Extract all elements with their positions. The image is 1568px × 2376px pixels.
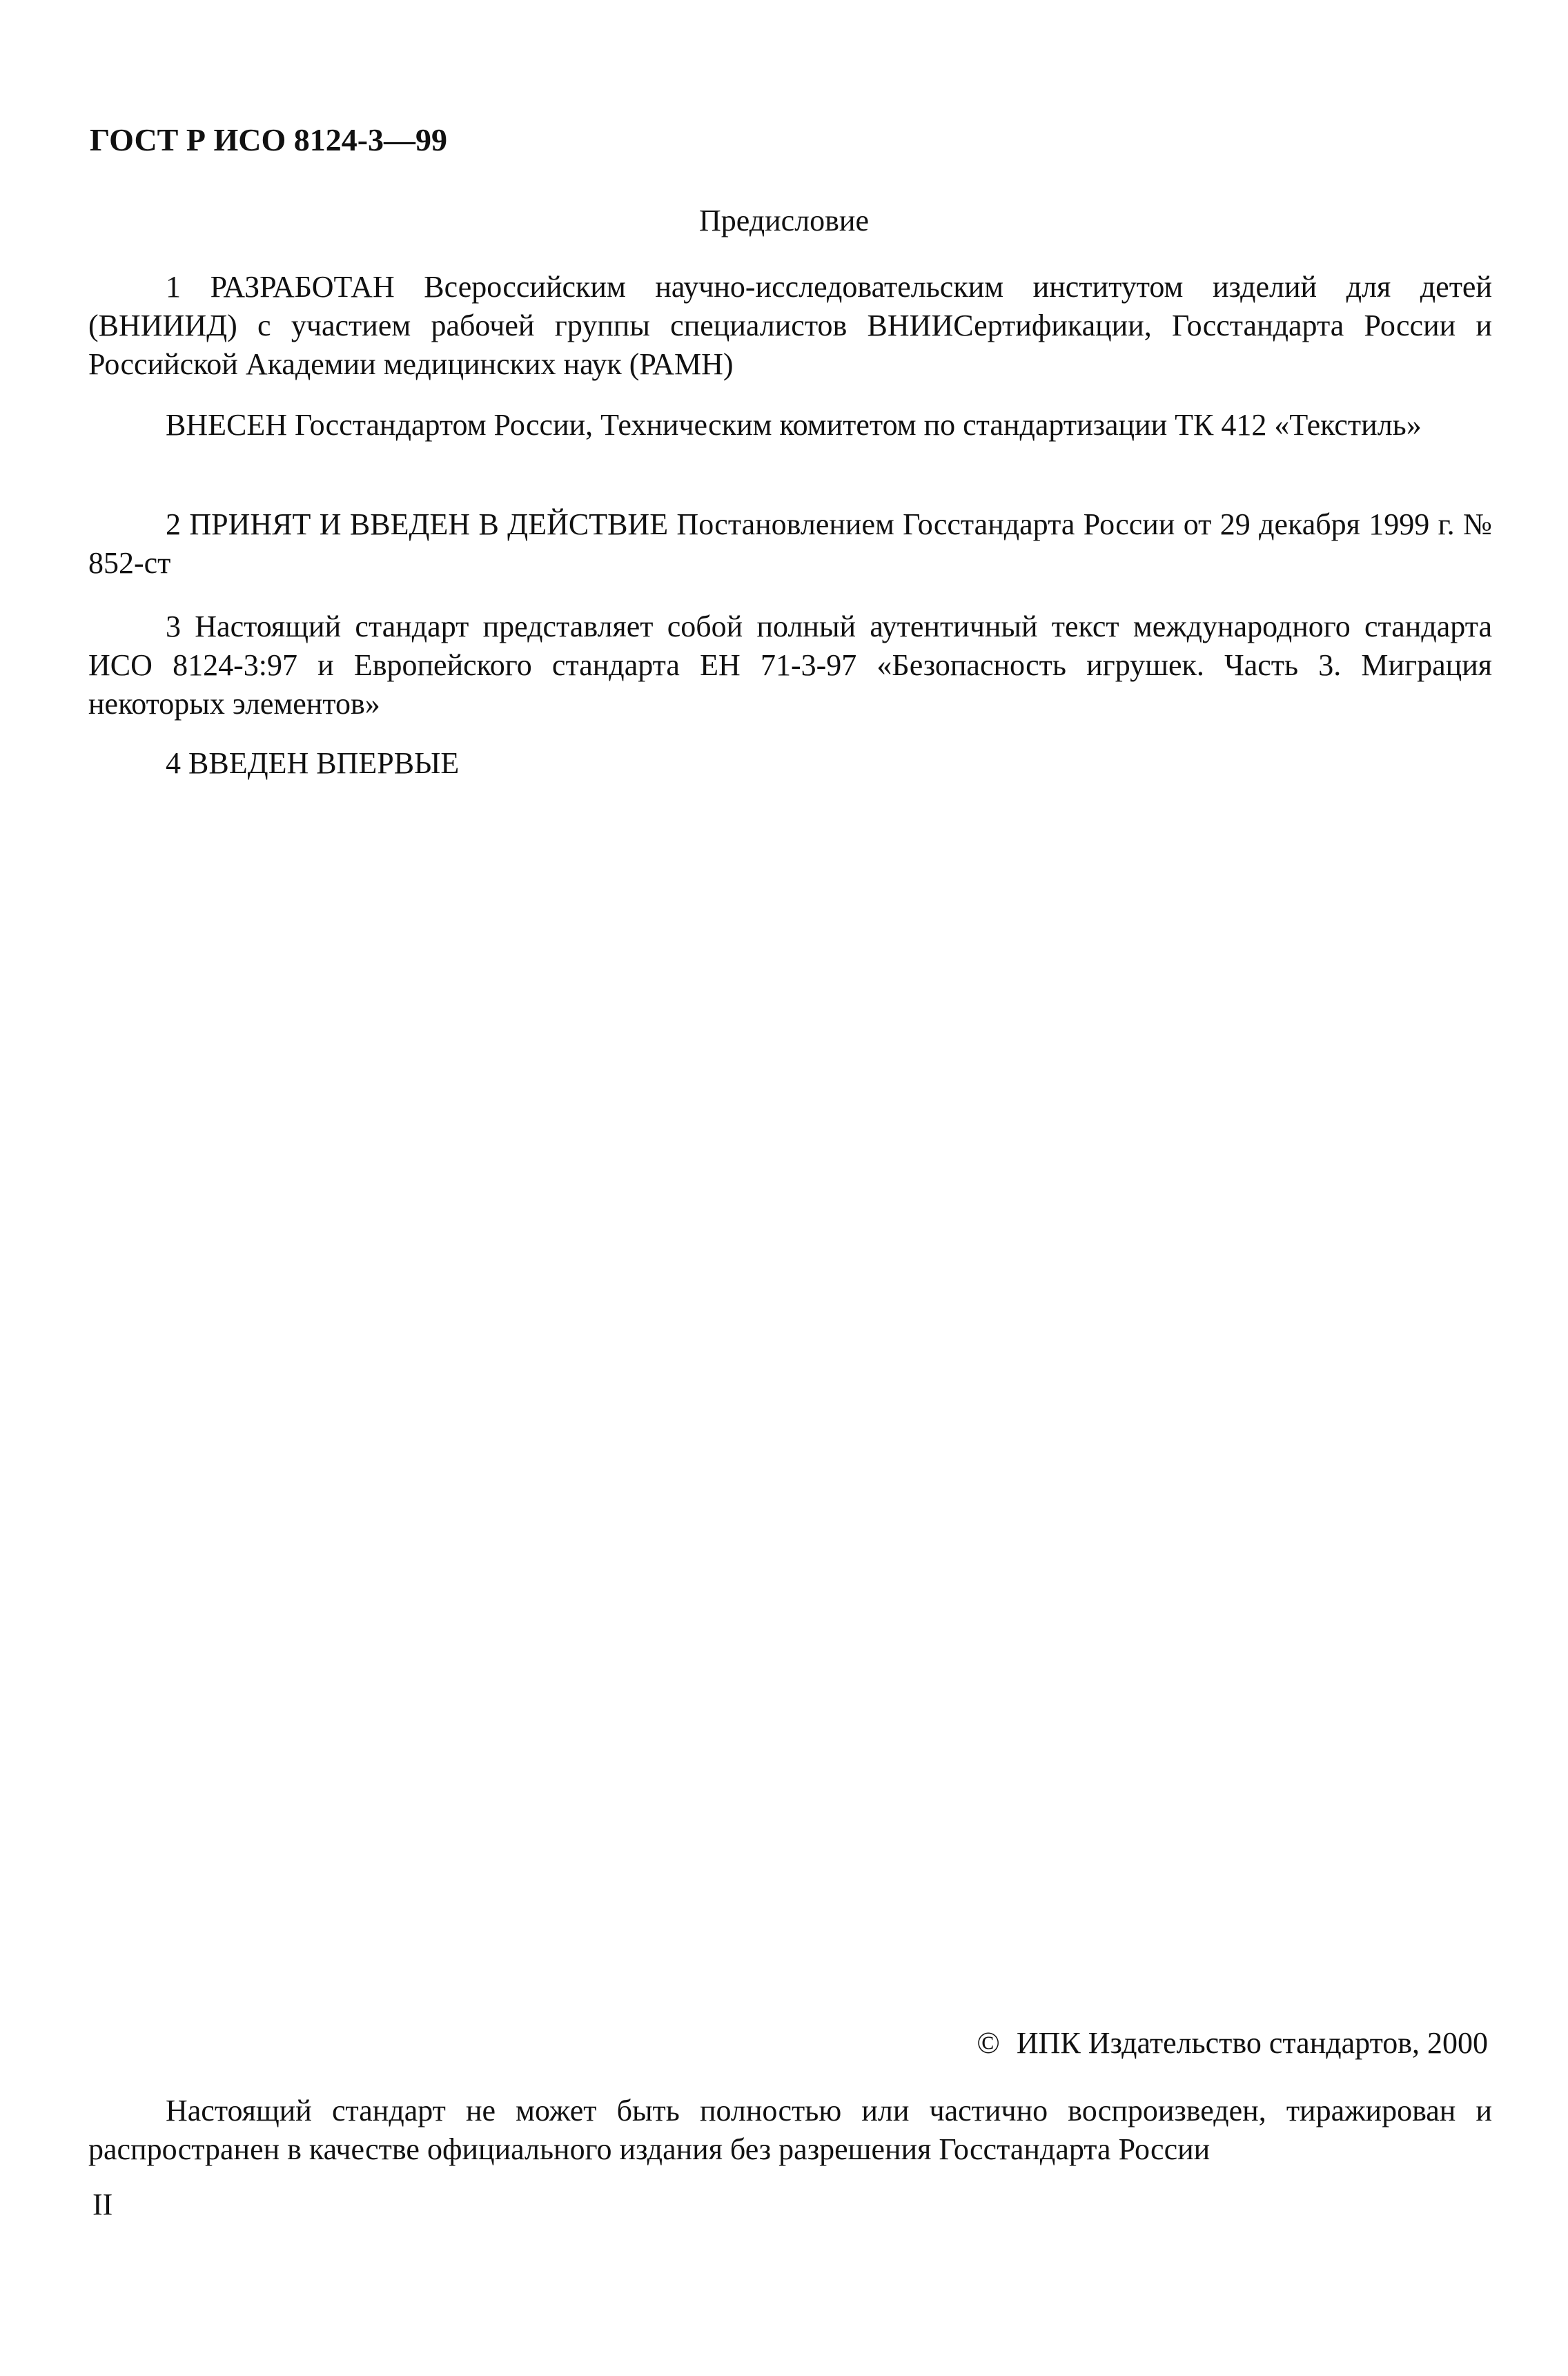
- preface-paragraph-1: 1 РАЗРАБОТАН Всероссийским научно-исследовательским институтом изделий для детей (ВНИИИД) с участием рабочей группы специалистов ВНИИСертификации, Госстандарта России и Российской Академии медицинских наук (РАМН): [88, 270, 1492, 381]
- reproduction-notice: Настоящий стандарт не может быть полностью или частично воспроизведен, тиражирован и распространен в качестве официального издания без разрешения Госстандарта России: [88, 2094, 1492, 2166]
- page-number: II: [92, 2188, 113, 2221]
- section-title: Предисловие: [699, 204, 869, 237]
- copyright-symbol: ©: [977, 2026, 1000, 2060]
- preface-paragraph-3: 2 ПРИНЯТ И ВВЕДЕН В ДЕЙСТВИЕ Постановлением Госстандарта России от 29 декабря 1999 г. № 852-ст: [88, 507, 1492, 580]
- copyright-line: [977, 2025, 1488, 2061]
- preface-paragraph-5: 4 ВВЕДЕН ВПЕРВЫЕ: [166, 746, 460, 780]
- document-code: ГОСТ Р ИСО 8124-3—99: [90, 122, 448, 157]
- copyright-text: ИПК Издательство стандартов, 2000: [1016, 2026, 1488, 2060]
- preface-paragraph-4: 3 Настоящий стандарт представляет собой полный аутентичный текст международного стандарта ИСО 8124-3:97 и Европейского стандарта ЕН 71-3-97 «Безопасность игрушек. Часть 3. Миграция некоторых элементов»: [88, 610, 1492, 721]
- preface-paragraph-2: ВНЕСЕН Госстандартом России, Техническим комитетом по стандартизации ТК 412 «Текстиль»: [166, 408, 1422, 442]
